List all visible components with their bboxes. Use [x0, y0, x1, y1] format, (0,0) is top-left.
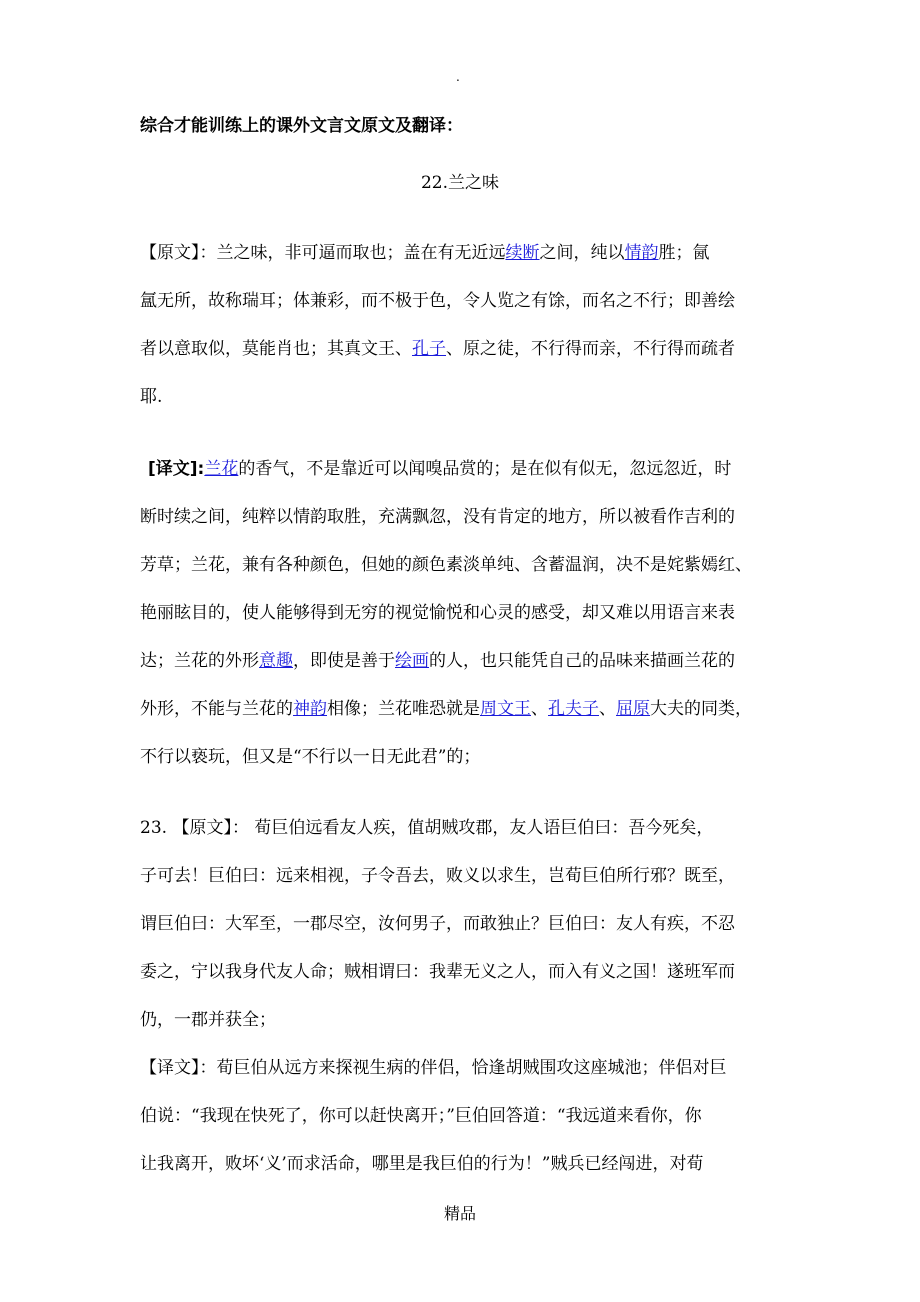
text-span: 的人，也只能凭自己的品味来描画兰花的: [429, 651, 735, 671]
link-zhouwenwang[interactable]: 周文王: [480, 699, 531, 719]
text-span: 胜；氤: [658, 243, 710, 263]
text-line: 谓巨伯曰：大军至，一郡尽空，汝何男子，而敢独止？巨伯曰：友人有疾，不忍: [140, 914, 735, 934]
text-span: ，即使是善于: [293, 651, 395, 671]
translation-paragraph-23: [140, 1044, 790, 1188]
text-line: [140, 685, 790, 733]
link-kongfuzi[interactable]: 孔夫子: [548, 699, 599, 719]
text-line: 艳丽眩目的，使人能够得到无穷的视觉愉悦和心灵的感受，却又难以用语言来表: [140, 603, 735, 623]
original-text-paragraph-23: [140, 804, 790, 1044]
text-span: 相像；兰花唯恐就是: [327, 699, 480, 719]
page-heading: 综合才能训练上的课外文言文原文及翻译：: [140, 116, 463, 136]
link-huihua[interactable]: 绘画: [395, 651, 429, 671]
text-line: 子可去！巨伯曰：远来相视，子令吾去，败义以求生，岂荀巨伯所行邪？既至，: [140, 866, 735, 886]
link-shenyun[interactable]: 神韵: [293, 699, 327, 719]
link-yiqu[interactable]: 意趣: [259, 651, 293, 671]
text-span: 、: [531, 699, 548, 719]
text-line: 23. 【原文】： 荀巨伯远看友人疾，值胡贼攻郡，友人语巨伯曰：吾今死矣，: [140, 818, 714, 838]
text-span: 的香气，不是靠近可以闻嗅品赏的；是在似有似无，忽远忽近，时: [238, 459, 732, 479]
text-span: 、: [599, 699, 616, 719]
text-span: 【原文】：兰之味，非可逼而取也；盖在有无近远: [140, 243, 506, 263]
text-line: 让我离开，败坏‘义’而求活命，哪里是我巨伯的行为！”贼兵已经闯进，对荀: [140, 1154, 704, 1174]
translation-paragraph-22: [140, 445, 790, 781]
text-line: 不行以亵玩，但又是“不行以一日无此君”的；: [140, 747, 481, 767]
text-line: [140, 325, 790, 373]
text-line: 氲无所，故称瑞耳；体兼彩，而不极于色，令人览之有馀，而名之不行；即善绘: [140, 291, 735, 311]
text-line: [140, 637, 790, 685]
text-line: 仍，一郡并获全；: [140, 1010, 276, 1030]
link-kongzi[interactable]: 孔子: [412, 339, 446, 359]
text-span: 者以意取似，莫能肖也；其真文王、: [140, 339, 412, 359]
text-span: 、原之徒，不行得而亲，不行得而疏者: [446, 339, 735, 359]
original-text-paragraph-22: [140, 229, 790, 421]
text-line: 伯说：“我现在快死了，你可以赶快离开；”巨伯回答道：“我远道来看你，你: [140, 1106, 702, 1126]
text-line: 断时续之间，纯粹以情韵取胜，充满飘忽，没有肯定的地方，所以被看作吉利的: [140, 507, 735, 527]
link-lanhua[interactable]: 兰花: [204, 459, 239, 479]
page-footer: 精品: [443, 1204, 476, 1223]
link-quyuan[interactable]: 屈原: [616, 699, 650, 719]
text-line: 委之，宁以我身代友人命；贼相谓曰：我辈无义之人，而入有义之国！遂班军而: [140, 962, 735, 982]
link-xuduan[interactable]: 续断: [505, 243, 540, 263]
section-title: 22.兰之味: [420, 173, 500, 193]
text-span: 大夫的同类，: [650, 699, 752, 719]
text-line: 耶.: [140, 387, 163, 407]
text-span: 达；兰花的外形: [140, 651, 259, 671]
translation-label: [译文]:: [148, 459, 205, 479]
text-span: 外形，不能与兰花的: [140, 699, 293, 719]
text-span: 之间，纯以: [539, 243, 625, 263]
text-line: 芳草；兰花，兼有各种颜色，但她的颜色素淡单纯、含蓄温润，决不是姹紫嫣红、: [140, 555, 752, 575]
header-dot: .: [456, 70, 460, 84]
text-line: 【译文】：荀巨伯从远方来探视生病的伴侣，恰逢胡贼围攻这座城池；伴侣对巨: [140, 1058, 727, 1078]
text-line: [140, 229, 790, 277]
text-line: [140, 445, 790, 493]
link-qingyun[interactable]: 情韵: [624, 243, 659, 263]
